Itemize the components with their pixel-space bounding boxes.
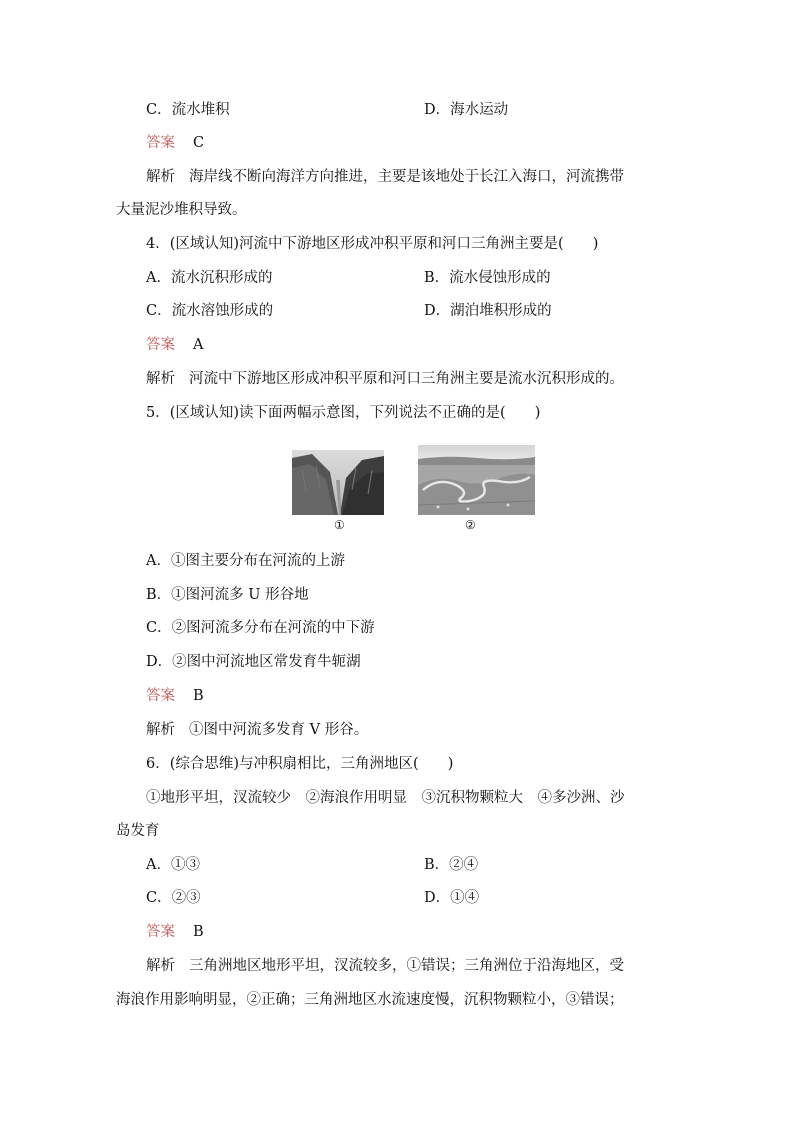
answer-label: 答案 [146, 135, 175, 151]
q6-explanation-line2: 海浪作用影响明显，②正确；三角洲地区水流速度慢，沉积物颗粒小，③错误； [116, 992, 624, 1008]
q5-option-c: C．②图河流多分布在河流的中下游 [146, 620, 375, 636]
q6-stem: 6．(综合思维)与冲积扇相比，三角洲地区( ) [146, 756, 454, 772]
explain-label: 解析 [146, 371, 175, 387]
explain-text: ①图中河流多发育 V 形谷。 [189, 722, 369, 738]
q6-explanation-line1 [146, 956, 624, 976]
q6-items-line2: 岛发育 [116, 823, 160, 839]
q4-answer [146, 335, 203, 355]
q4-option-c: C．流水溶蚀形成的 [146, 303, 274, 319]
q5-answer [146, 686, 204, 706]
q4-option-d: D．湖泊堆积形成的 [424, 303, 552, 319]
q3-answer [146, 133, 204, 153]
q6-option-c: C．②③ [146, 890, 201, 906]
explain-label: 解析 [146, 958, 175, 974]
answer-value: B [193, 924, 204, 940]
q6-answer [146, 922, 204, 942]
q5-option-b: B．①图河流多 U 形谷地 [146, 587, 309, 603]
q4-stem: 4．(区域认知)河流中下游地区形成冲积平原和河口三角洲主要是( ) [146, 236, 599, 252]
meander-plain-photo [418, 445, 535, 515]
q6-option-a: A．①③ [146, 857, 200, 873]
figure-1-caption: ① [334, 518, 345, 532]
answer-value: A [193, 337, 204, 353]
q5-explanation [146, 720, 368, 740]
answer-label: 答案 [146, 924, 175, 940]
q4-option-b: B．流水侵蚀形成的 [424, 270, 551, 286]
q3-explanation-line2: 大量泥沙堆积导致。 [116, 202, 247, 218]
q6-option-d: D．①④ [424, 890, 480, 906]
q3-option-c: C．流水堆积 [146, 102, 230, 118]
answer-value: C [193, 135, 205, 151]
q3-option-d: D．海水运动 [424, 102, 509, 118]
q4-option-a: A．流水沉积形成的 [146, 270, 273, 286]
answer-label: 答案 [146, 337, 175, 353]
explain-label: 解析 [146, 169, 175, 185]
q6-items-line1: ①地形平坦，汊流较少 ②海浪作用明显 ③沉积物颗粒大 ④多沙洲、沙 [146, 790, 625, 806]
q3-explanation-line1 [146, 167, 624, 187]
q5-option-d: D．②图中河流地区常发育牛轭湖 [146, 654, 361, 670]
v-valley-photo [292, 450, 384, 515]
q4-explanation [146, 369, 624, 389]
explain-text: 河流中下游地区形成冲积平原和河口三角洲主要是流水沉积形成的。 [189, 371, 624, 387]
q6-option-b: B．②④ [424, 857, 479, 873]
explain-label: 解析 [146, 722, 175, 738]
q5-option-a: A．①图主要分布在河流的上游 [146, 553, 345, 569]
answer-label: 答案 [146, 688, 175, 704]
explain-text: 三角洲地区地形平坦，汊流较多，①错误；三角洲位于沿海地区，受 [189, 958, 624, 974]
explain-text: 海岸线不断向海洋方向推进，主要是该地处于长江入海口，河流携带 [189, 169, 624, 185]
figure-2-caption: ② [465, 518, 476, 532]
q5-stem: 5．(区域认知)读下面两幅示意图，下列说法不正确的是( ) [146, 405, 541, 421]
answer-value: B [193, 688, 204, 704]
